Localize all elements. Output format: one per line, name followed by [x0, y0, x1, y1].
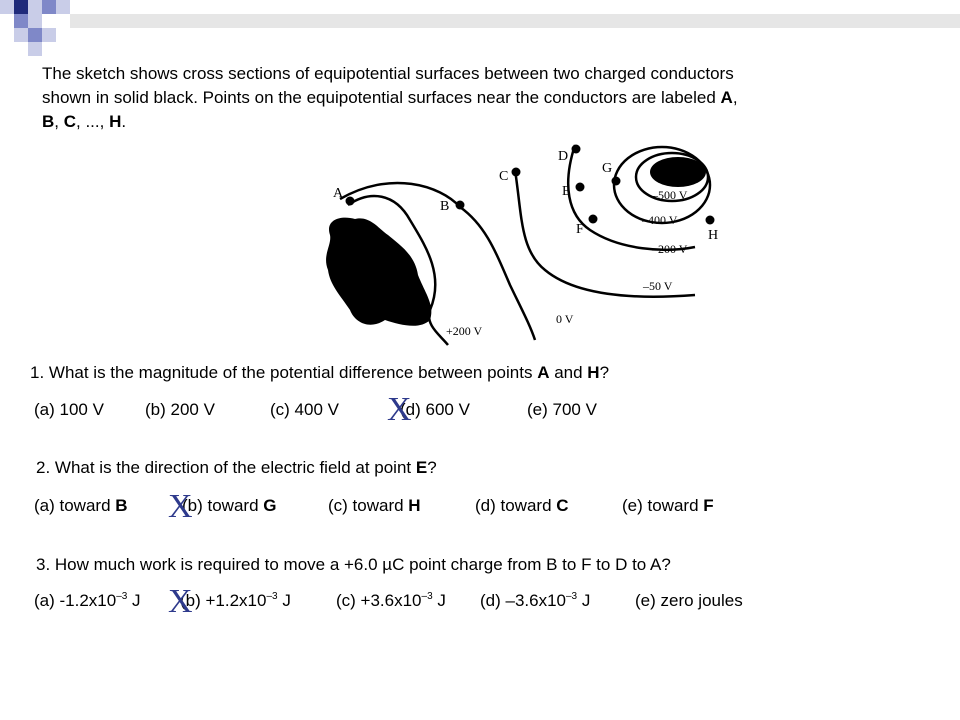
q2-option-c-text: (c) toward — [328, 496, 409, 515]
q1-option-d[interactable]: (d) 600 V — [400, 400, 470, 419]
q3-option-a-unit: J — [127, 591, 141, 610]
q2-option-e[interactable] — [622, 496, 714, 516]
intro-paragraph — [42, 62, 922, 134]
q3-option-d-text: (d) –3.6x10 — [480, 591, 566, 610]
left-conductor — [326, 218, 431, 326]
q1-option-b[interactable]: (b) 200 V — [145, 400, 215, 419]
q3-option-a[interactable] — [34, 591, 141, 611]
point-h-label: H — [708, 228, 719, 243]
potential-label-plus200: +200 V — [446, 324, 483, 338]
q3-option-c-unit: J — [432, 591, 446, 610]
q3-option-d-exp: –3 — [566, 591, 578, 602]
q2-option-d[interactable] — [475, 496, 569, 516]
point-h-dot — [706, 216, 715, 225]
intro-line2: shown in solid black. Points on the equipotential surfaces near the conductors are labeled — [42, 88, 721, 107]
q3-option-b-exp: –3 — [266, 591, 278, 602]
point-c-dot — [512, 168, 521, 177]
q2-answer-mark: X — [168, 488, 193, 525]
q3-answer-mark: X — [168, 583, 193, 620]
point-f-dot — [589, 215, 598, 224]
q1-option-c[interactable]: (c) 400 V — [270, 400, 339, 419]
question-2 — [36, 456, 437, 480]
q3-option-c[interactable] — [336, 591, 446, 611]
q1-option-a[interactable]: (a) 100 V — [34, 400, 104, 419]
q2-option-a-point: B — [115, 496, 128, 515]
question-1 — [30, 361, 609, 385]
point-d-dot — [572, 145, 581, 154]
q1-answer-mark: X — [387, 391, 412, 428]
q2-option-b-point: G — [263, 496, 277, 515]
q2-option-d-point: C — [556, 496, 569, 515]
q3-option-e-text: (e) zero joules — [635, 591, 743, 610]
point-e-dot — [576, 183, 585, 192]
potential-label-0v: 0 V — [556, 312, 574, 326]
q2-option-d-text: (d) toward — [475, 496, 557, 515]
point-c-label: C — [499, 169, 509, 184]
intro-sep: , — [54, 112, 64, 131]
q3-option-d[interactable] — [480, 591, 590, 611]
q2-option-b-text: (b) toward — [182, 496, 264, 515]
question-3: 3. How much work is required to move a +6.0 µC point charge from B to F to D to A? — [36, 555, 671, 574]
point-g-label: G — [602, 161, 613, 176]
q2-option-e-point: F — [703, 496, 714, 515]
intro-label-b: B — [42, 112, 55, 131]
point-a-dot — [346, 197, 355, 206]
q3-option-a-text: (a) -1.2x10 — [34, 591, 117, 610]
point-g-dot — [612, 177, 621, 186]
q1-point-h: H — [587, 363, 600, 382]
point-b-label: B — [440, 199, 450, 214]
q2-option-a-text: (a) toward — [34, 496, 116, 515]
q3-option-a-exp: –3 — [116, 591, 128, 602]
q3-option-c-exp: –3 — [421, 591, 433, 602]
q1-option-e[interactable]: (e) 700 V — [527, 400, 597, 419]
intro-line1: The sketch shows cross sections of equipotential surfaces between two charged conductors — [42, 64, 734, 83]
intro-sep: , ..., — [76, 112, 110, 131]
q3-option-b-unit: J — [277, 591, 291, 610]
intro-sep: , — [732, 88, 738, 107]
q2-option-b[interactable] — [182, 496, 276, 516]
potential-label-minus400: –400 V — [642, 213, 678, 227]
q2-qmark: ? — [427, 458, 437, 477]
q3-option-d-unit: J — [577, 591, 591, 610]
q1-text: 1. What is the magnitude of the potential difference between points — [30, 363, 538, 382]
point-d-label: D — [558, 149, 569, 164]
q2-point-e: E — [415, 458, 428, 477]
q2-text: 2. What is the direction of the electric field at point — [36, 458, 416, 477]
point-e-label: E — [562, 184, 571, 199]
q3-option-e[interactable] — [635, 591, 743, 611]
q2-option-c-point: H — [408, 496, 421, 515]
q1-text-and: and — [549, 363, 588, 382]
q2-option-a[interactable] — [34, 496, 128, 516]
q1-qmark: ? — [599, 363, 610, 382]
intro-label-a: A — [720, 88, 733, 107]
potential-label-minus200: –200 V — [652, 242, 688, 256]
equipotential-diagram — [300, 135, 720, 350]
point-f-label: F — [576, 222, 584, 237]
point-b-dot — [456, 201, 465, 210]
q3-option-c-text: (c) +3.6x10 — [336, 591, 422, 610]
potential-label-minus50: –50 V — [643, 279, 673, 293]
q3-option-b-text: (b) +1.2x10 — [180, 591, 267, 610]
q1-point-a: A — [537, 363, 550, 382]
q2-option-c[interactable] — [328, 496, 421, 516]
intro-label-h: H — [109, 112, 122, 131]
intro-sep: . — [121, 112, 127, 131]
potential-label-minus500: –500 V — [652, 188, 688, 202]
slide-corner-decoration — [0, 0, 960, 60]
q2-option-e-text: (e) toward — [622, 496, 704, 515]
q3-option-b[interactable] — [180, 591, 291, 611]
point-a-label: A — [333, 186, 344, 201]
intro-label-c: C — [63, 112, 77, 131]
